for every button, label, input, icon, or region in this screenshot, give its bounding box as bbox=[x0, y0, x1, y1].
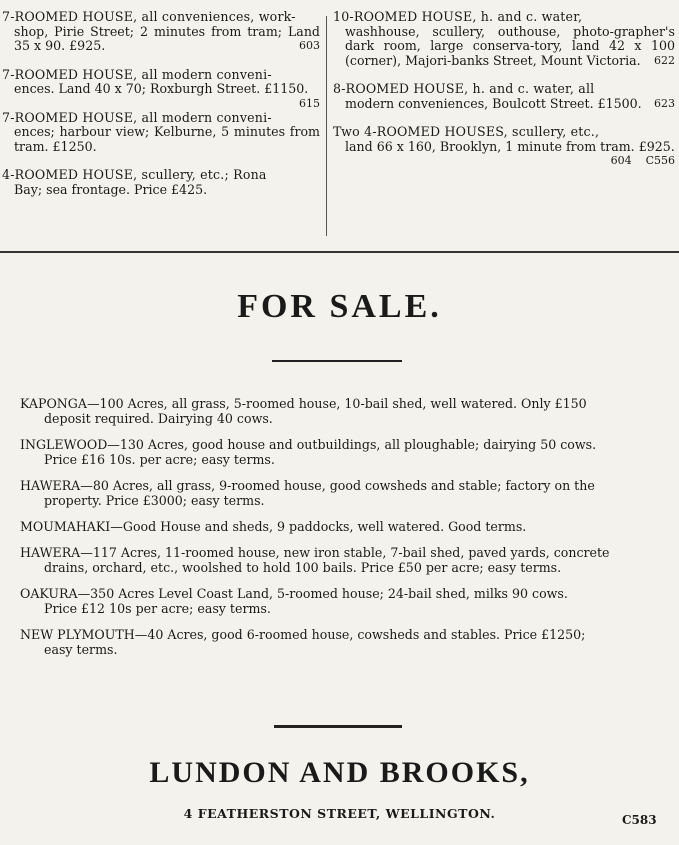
ad-ref: 622 bbox=[654, 53, 675, 67]
listing-line: easy terms. bbox=[44, 642, 118, 657]
heading-rule bbox=[272, 360, 402, 362]
ad-lead: 7-ROOMED HOUSE, all conveniences, work- bbox=[2, 9, 296, 24]
ad-body: ences; harbour view; Kelburne, 5 minutes from tram. £1250. bbox=[14, 124, 320, 154]
ad-ref: 623 bbox=[654, 96, 675, 110]
house-ad bbox=[333, 82, 675, 111]
listing-line: deposit required. Dairying 40 cows. bbox=[44, 411, 273, 426]
ad-lead: 7-ROOMED HOUSE, all modern conveni- bbox=[2, 109, 272, 125]
ad-body: modern conveniences, Boulcott Street. £1500. 623 bbox=[345, 95, 675, 111]
listing-line: INGLEWOOD—130 Acres, good house and outbuildings, all ploughable; dairying 50 cows. bbox=[20, 437, 597, 452]
ad-lead: Two 4-ROOMED HOUSES, scullery, etc., bbox=[333, 124, 600, 139]
listing-line: OAKURA—350 Acres Level Coast Land, 5-roomed house; 24-bail shed, milks 90 cows. bbox=[20, 586, 568, 601]
listing-line: NEW PLYMOUTH—40 Acres, good 6-roomed house, cowsheds and stables. Price £1250; bbox=[20, 627, 586, 642]
house-ad bbox=[2, 111, 320, 155]
house-ad bbox=[2, 168, 320, 197]
listing-item bbox=[20, 478, 650, 508]
ad-body: ences. Land 40 x 70; Roxburgh Street. £1150. 615 bbox=[14, 81, 320, 110]
house-ad bbox=[2, 10, 320, 54]
house-ad bbox=[2, 66, 320, 110]
ad-ref: 603 bbox=[299, 39, 320, 52]
listing-line: HAWERA—80 Acres, all grass, 9-roomed house, good cowsheds and stable; factory on the bbox=[20, 478, 595, 493]
listing-line: property. Price £3000; easy terms. bbox=[44, 493, 265, 508]
house-ad bbox=[333, 10, 675, 68]
left-column bbox=[2, 10, 320, 211]
listing-line: HAWERA—117 Acres, 11-roomed house, new iron stable, 7-bail shed, paved yards, concrete bbox=[20, 545, 610, 560]
ad-lead: 4-ROOMED HOUSE, scullery, etc.; Rona bbox=[2, 167, 267, 182]
ad-lead: 8-ROOMED HOUSE, h. and c. water, all bbox=[333, 81, 595, 96]
footer-rule bbox=[274, 725, 402, 728]
ad-body: land 66 x 160, Brooklyn, 1 minute from tram. £925. C556 604 bbox=[345, 138, 675, 167]
house-ads-section bbox=[0, 10, 679, 242]
listing-line: MOUMAHAKI—Good House and sheds, 9 paddocks, well watered. Good terms. bbox=[20, 519, 527, 534]
house-ad bbox=[333, 124, 675, 167]
listing-item bbox=[20, 437, 650, 467]
listing-line: drains, orchard, etc., woolshed to hold 100 bails. Price £50 per acre; easy terms. bbox=[44, 560, 562, 575]
listing-item bbox=[20, 545, 650, 575]
listing-line: Price £16 10s. per acre; easy terms. bbox=[44, 452, 275, 467]
ad-lead: 7-ROOMED HOUSE, all modern conveni- bbox=[2, 66, 272, 82]
ad-lead: 10-ROOMED HOUSE, h. and c. water, bbox=[333, 9, 583, 24]
ad-body: shop, Pirie Street; 2 minutes from tram; Land 35 x 90. £925. 603 bbox=[14, 23, 320, 53]
ad-code: C583 bbox=[622, 813, 657, 827]
ad-body: washhouse, scullery, outhouse, photo-grapher's dark room, large conserva-tory, land 42 x 100 (corner), Majori-banks Street, Mount Victoria. 622 bbox=[345, 23, 675, 68]
section-divider bbox=[0, 251, 679, 253]
firm-address: 4 FEATHERSTON STREET, WELLINGTON. bbox=[183, 806, 496, 821]
ad-body: Bay; sea frontage. Price £425. bbox=[14, 181, 208, 197]
listing-line: Price £12 10s per acre; easy terms. bbox=[44, 601, 271, 616]
ad-ref: 604 bbox=[610, 154, 632, 167]
listing-item bbox=[20, 519, 650, 534]
listing-line: KAPONGA—100 Acres, all grass, 5-roomed house, 10-bail shed, well watered. Only £150 bbox=[20, 396, 587, 411]
right-column bbox=[333, 10, 675, 169]
page-title: FOR SALE. bbox=[237, 288, 442, 325]
listing-item bbox=[20, 396, 650, 426]
firm-name: LUNDON AND BROOKS, bbox=[149, 756, 530, 789]
ad-ref: 615 bbox=[299, 96, 320, 110]
ad-code: C556 bbox=[645, 154, 675, 167]
farm-listings bbox=[20, 396, 650, 668]
listing-item bbox=[20, 586, 650, 616]
listing-item bbox=[20, 627, 650, 657]
column-divider bbox=[326, 16, 327, 236]
